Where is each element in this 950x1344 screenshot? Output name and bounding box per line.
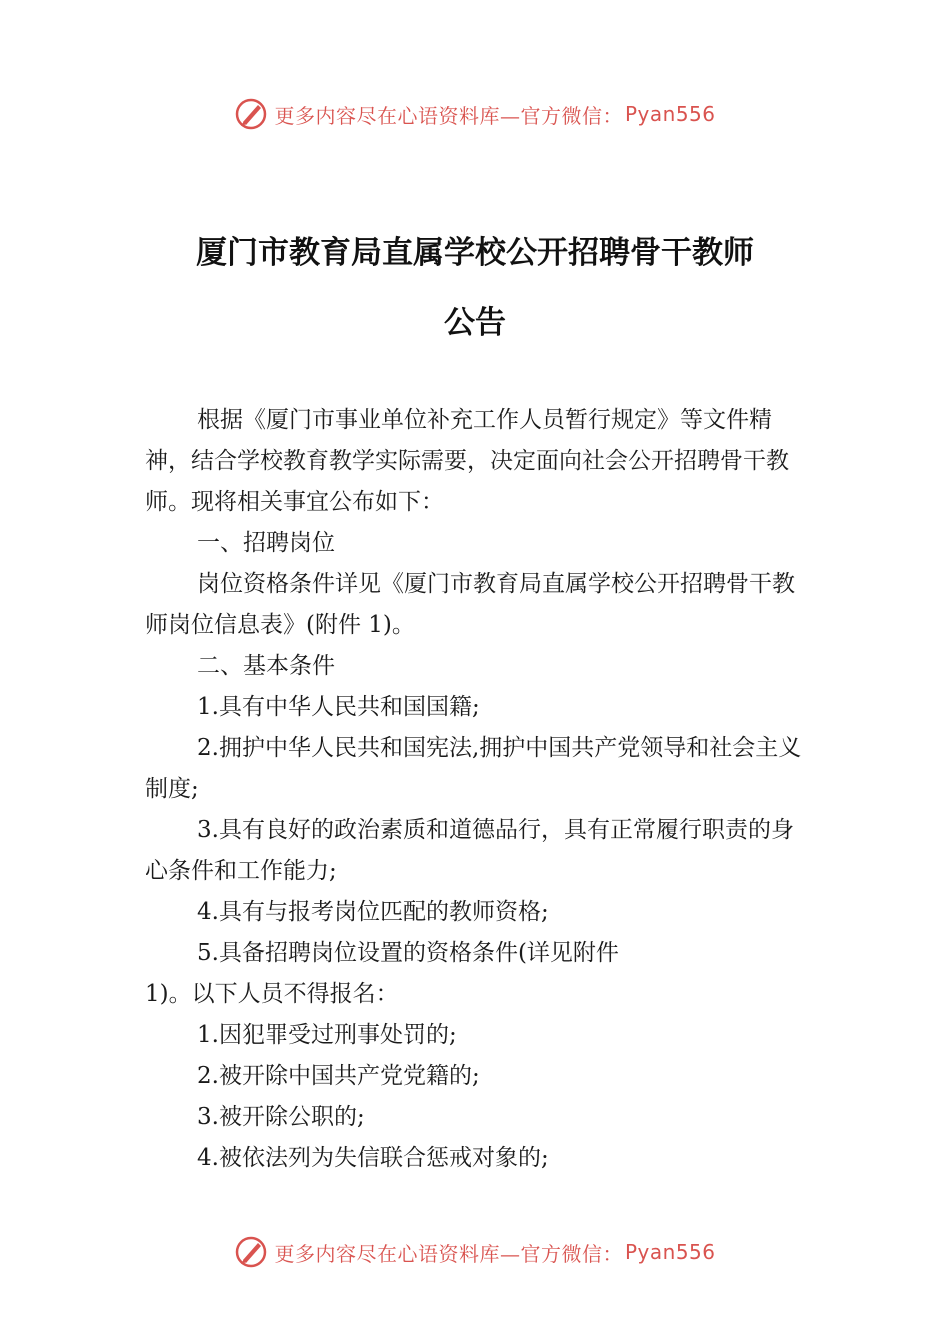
section-heading-conditions: 二、基本条件	[197, 653, 335, 679]
list-item: 4.被依法列为失信联合惩戒对象的;	[197, 1145, 549, 1171]
pen-seal-logo-icon	[234, 97, 268, 131]
list-item: 2.被开除中国共产党党籍的;	[197, 1063, 480, 1089]
list-item: 4.具有与报考岗位匹配的教师资格;	[197, 899, 549, 925]
watermark-footer	[0, 1232, 950, 1272]
paragraph-exclusions-intro: 1)。以下人员不得报名：	[145, 981, 399, 1007]
title-line-2: 公告	[444, 305, 506, 341]
list-item: 5.具备招聘岗位设置的资格条件(详见附件	[197, 940, 619, 966]
list-item: 1.具有中华人民共和国国籍;	[197, 694, 480, 720]
watermark-header	[0, 94, 950, 134]
document-title	[148, 218, 802, 358]
watermark-wechat-id: Pyan556	[624, 1240, 716, 1264]
watermark-wechat-id: Pyan556	[624, 102, 716, 126]
watermark-text: 更多内容尽在心语资料库—官方微信：	[274, 103, 623, 128]
list-item: 3.被开除公职的;	[197, 1104, 365, 1130]
pen-seal-logo-icon	[234, 1235, 268, 1269]
paragraph-positions: 岗位资格条件详见《厦门市教育局直属学校公开招聘骨干教师岗位信息表》(附件 1)。	[145, 571, 795, 638]
list-item: 3.具有良好的政治素质和道德品行，具有正常履行职责的身心条件和工作能力;	[145, 817, 794, 884]
section-heading-positions: 一、招聘岗位	[197, 530, 335, 556]
watermark-text: 更多内容尽在心语资料库—官方微信：	[274, 1241, 623, 1266]
list-item: 1.因犯罪受过刑事处罚的;	[197, 1022, 457, 1048]
document-body	[145, 400, 810, 1179]
paragraph-intro: 根据《厦门市事业单位补充工作人员暂行规定》等文件精神，结合学校教育教学实际需要，决定面向社会公开招聘骨干教师。现将相关事宜公布如下：	[145, 407, 789, 515]
title-line-1: 厦门市教育局直属学校公开招聘骨干教师	[196, 235, 754, 271]
list-item: 2.拥护中华人民共和国宪法,拥护中国共产党领导和社会主义制度;	[145, 735, 802, 802]
